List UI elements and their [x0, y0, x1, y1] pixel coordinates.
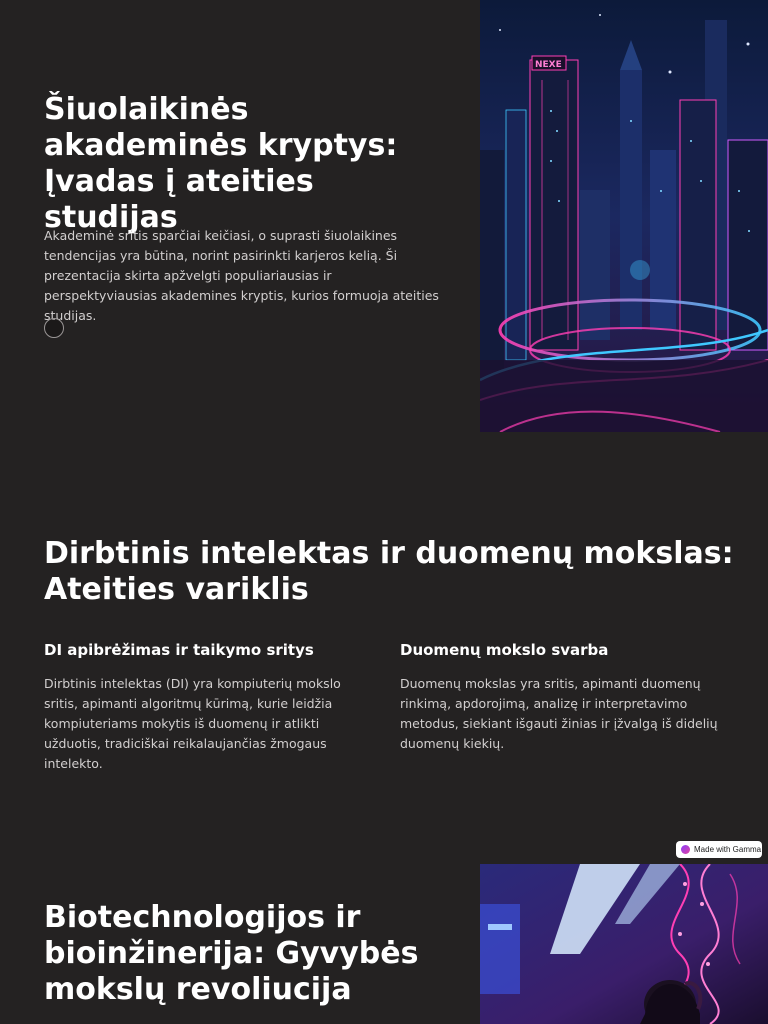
- ai-section-title: Dirbtinis intelektas ir duomenų mokslas: Ateities variklis: [44, 536, 734, 607]
- futuristic-city-image: [480, 0, 768, 432]
- city-neon-sign: NEXE: [535, 60, 562, 70]
- gamma-logo-icon: [681, 845, 690, 854]
- biotech-lab-image: [480, 864, 768, 1024]
- intro-body-text: Akademinė sritis sparčiai keičiasi, o suprasti šiuolaikines tendencijas yra būtina, norint pasirinkti karjeros kelią. Ši prezentacija skirta apžvelgti populiariausias ir perspektyviausias akademines kryptis, kurios formuoja ateities studijas.: [44, 228, 439, 323]
- data-science-heading: Duomenų mokslo svarba: [400, 641, 609, 659]
- badge-label: Made with Gamma: [694, 845, 762, 854]
- intro-section: [0, 0, 768, 432]
- ai-definition-text: Dirbtinis intelektas (DI) yra kompiuterių mokslo sritis, apimanti algoritmų kūrimą, kurie leidžia kompiuteriams mokytis iš duomenų ir atlikti užduotis, tradiciškai reikalaujančias žmogaus intelekto.: [44, 676, 341, 771]
- intro-title: Šiuolaikinės akademinės kryptys: Įvadas į ateities studijas: [44, 92, 398, 235]
- cursor-ring-icon: [44, 318, 64, 338]
- ai-definition-card: [44, 640, 374, 774]
- data-science-text: Duomenų mokslas yra sritis, apimanti duomenų rinkimą, apdorojimą, analizę ir interpretavimo metodus, siekiant išgauti žinias ir įžvalgą iš didelių duomenų kiekių.: [400, 676, 718, 751]
- ai-definition-heading: DI apibrėžimas ir taikymo sritys: [44, 641, 314, 659]
- biotech-section-title: Biotechnologijos ir bioinžinerija: Gyvybės mokslų revoliucija: [44, 900, 419, 1007]
- data-science-card: [400, 640, 730, 754]
- made-with-gamma-badge[interactable]: [676, 841, 762, 858]
